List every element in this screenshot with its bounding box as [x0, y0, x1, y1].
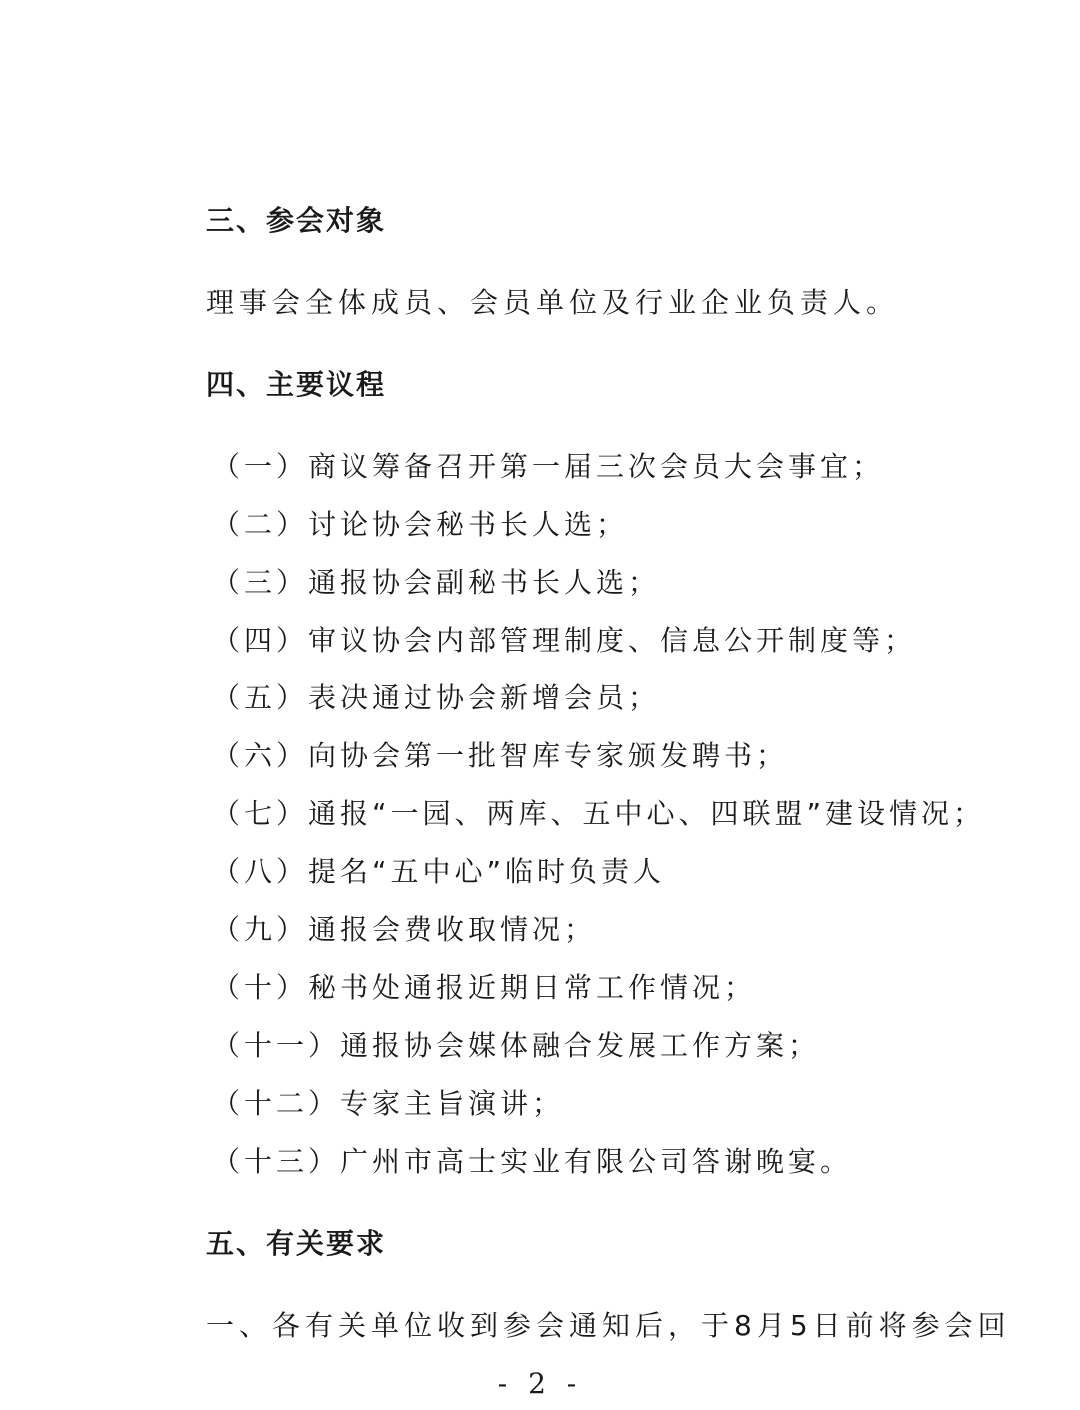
agenda-item-5: （五）表决通过协会新增会员； [212, 681, 661, 714]
agenda-item-4: （四）审议协会内部管理制度、信息公开制度等； [212, 624, 917, 657]
section-5-body: 一、各有关单位收到参会通知后，于8月5日前将参会回 [206, 1309, 1011, 1342]
agenda-item-7: （七）通报“一园、两库、五中心、四联盟”建设情况； [212, 797, 986, 830]
section-5-heading: 五、有关要求 [206, 1227, 387, 1260]
section-3-heading: 三、参会对象 [206, 204, 387, 237]
agenda-item-11: （十一）通报协会媒体融合发展工作方案； [212, 1029, 821, 1062]
agenda-item-1: （一）商议筹备召开第一届三次会员大会事宜； [212, 450, 885, 483]
agenda-item-8: （八）提名“五中心”临时负责人 [212, 855, 666, 888]
section-3-body: 理事会全体成员、会员单位及行业企业负责人。 [206, 286, 900, 319]
agenda-item-6: （六）向协会第一批智库专家颁发聘书； [212, 739, 789, 772]
agenda-item-2: （二）讨论协会秘书长人选； [212, 508, 629, 541]
agenda-item-10: （十）秘书处通报近期日常工作情况； [212, 971, 757, 1004]
agenda-item-12: （十二）专家主旨演讲； [212, 1087, 565, 1120]
section-4-heading: 四、主要议程 [206, 368, 387, 401]
agenda-item-13: （十三）广州市高士实业有限公司答谢晚宴。 [212, 1145, 853, 1178]
agenda-item-9: （九）通报会费收取情况； [212, 913, 597, 946]
agenda-item-3: （三）通报协会副秘书长人选； [212, 566, 661, 599]
page-number: - 2 - [497, 1367, 583, 1400]
